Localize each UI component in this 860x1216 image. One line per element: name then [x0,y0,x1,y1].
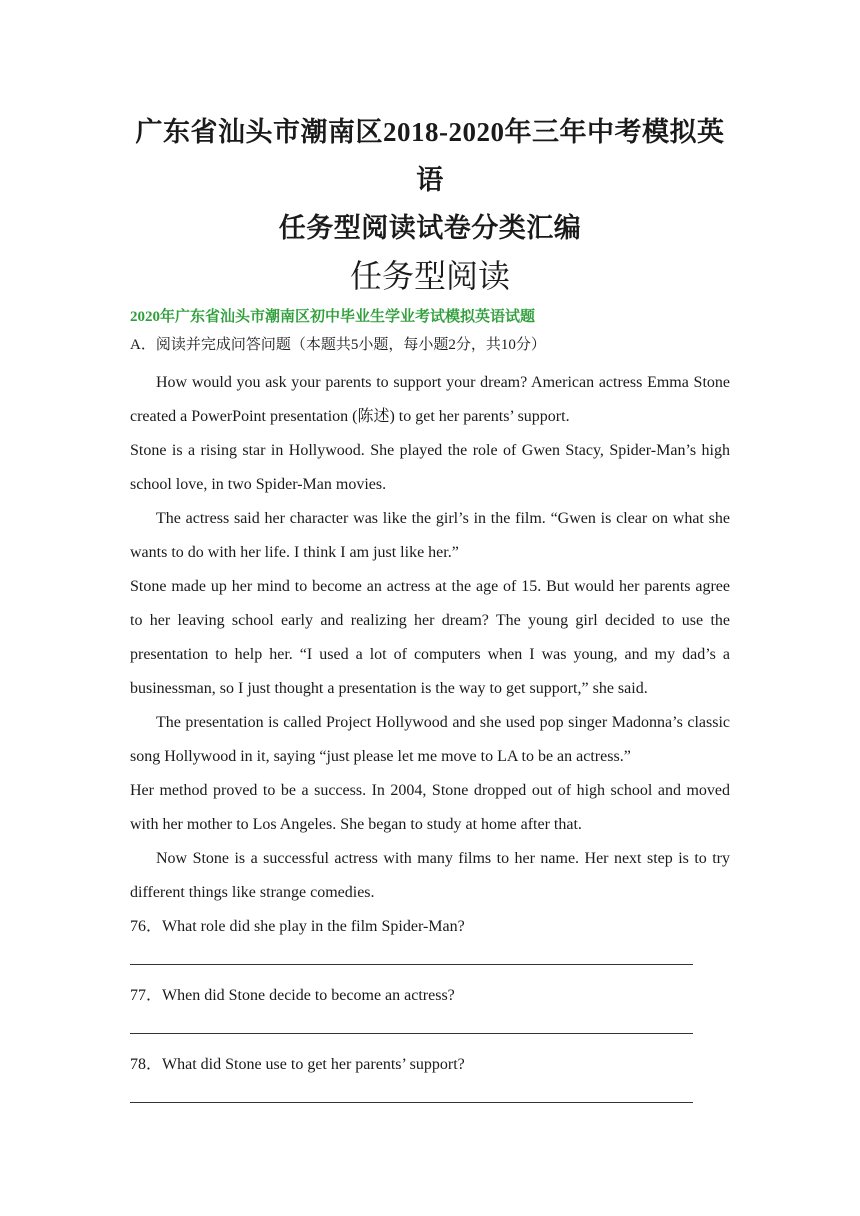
passage-paragraph: Stone made up her mind to become an actress at the age of 15. But would her parents agree to her leaving school early and realizing her dream? The young girl decided to use the presentation to help her. “I used a lot of computers when I was young, and my dad’s a businessman, so I just thought a presentation is the way to get support,” she said. [130,578,730,697]
passage-paragraph: Now Stone is a successful actress with many films to her name. Her next step is to try different things like strange comedies. [130,850,730,901]
document-title-line2: 任务型阅读试卷分类汇编 [278,213,582,243]
question-list [130,910,730,1103]
question-76: 76．What role did she play in the film Spider-Man? [130,918,465,935]
answer-line-76[interactable] [130,964,693,965]
document-title-line1: 广东省汕头市潮南区2018-2020年三年中考模拟英语 [135,117,725,195]
passage-paragraph: Stone is a rising star in Hollywood. She played the role of Gwen Stacy, Spider-Man’s high school love, in two Spider-Man movies. [130,442,730,493]
passage-paragraph: Her method proved to be a success. In 2004, Stone dropped out of high school and moved with her mother to Los Angeles. She began to study at home after that. [130,782,730,833]
passage-paragraph: How would you ask your parents to support your dream? American actress Emma Stone created a PowerPoint presentation (陈述) to get her parents’ support. [130,374,730,425]
section-heading: 2020年广东省汕头市潮南区初中毕业生学业考试模拟英语试题 [130,309,536,325]
document-subtitle: 任务型阅读 [349,257,510,295]
passage-paragraph: The actress said her character was like the girl’s in the film. “Gwen is clear on what she wants to do with her life. I think I am just like her.” [130,510,730,561]
answer-line-77[interactable] [130,1033,693,1034]
question-77: 77．When did Stone decide to become an actress? [130,987,455,1004]
passage-paragraph: The presentation is called Project Hollywood and she used pop singer Madonna’s classic song Hollywood in it, saying “just please let me move to LA to be an actress.” [130,714,730,765]
instruction-text: A．阅读并完成问答问题（本题共5小题，每小题2分，共10分） [130,337,546,353]
answer-line-78[interactable] [130,1102,693,1103]
document-page [130,108,730,1117]
question-78: 78．What did Stone use to get her parents’ support? [130,1056,465,1073]
reading-passage [130,366,730,910]
